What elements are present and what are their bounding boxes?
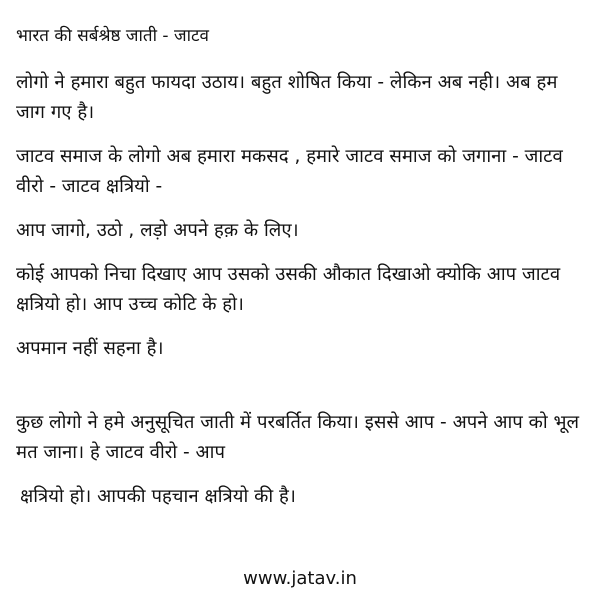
paragraph-3: आप जागो, उठो , लड़ो अपने हक़ के लिए।: [16, 220, 299, 241]
paragraph-7: क्षत्रियो हो। आपकी पहचान क्षत्रियो की है।: [20, 486, 296, 507]
article-title: भारत की सर्बश्रेष्ठ जाती - जाटव: [16, 26, 210, 46]
paragraph-1: लोगो ने हमारा बहुत फायदा उठाय। बहुत शोषित किया - लेकिन अब नही। अब हम जाग गए है।: [16, 72, 558, 123]
paragraph-4: कोई आपको निचा दिखाए आप उसको उसकी औकात दिखाओ क्योकि आप जाटव क्षत्रियो हो। आप उच्च कोटि के हो।: [16, 264, 561, 315]
paragraph-2: जाटव समाज के लोगो अब हमारा मकसद , हमारे जाटव समाज को जगाना - जाटव वीरो - जाटव क्षत्रियो -: [16, 146, 563, 197]
website-url: www.jatav.in: [243, 568, 357, 589]
article: [16, 24, 586, 526]
paragraph-6: कुछ लोगो ने हमे अनुसूचित जाती में परबर्तित किया। इससे आप - अपने आप को भूल मत जाना। हे जाटव वीरो - आप: [16, 412, 580, 463]
paragraph-5: अपमान नहीं सहना है।: [16, 338, 164, 359]
